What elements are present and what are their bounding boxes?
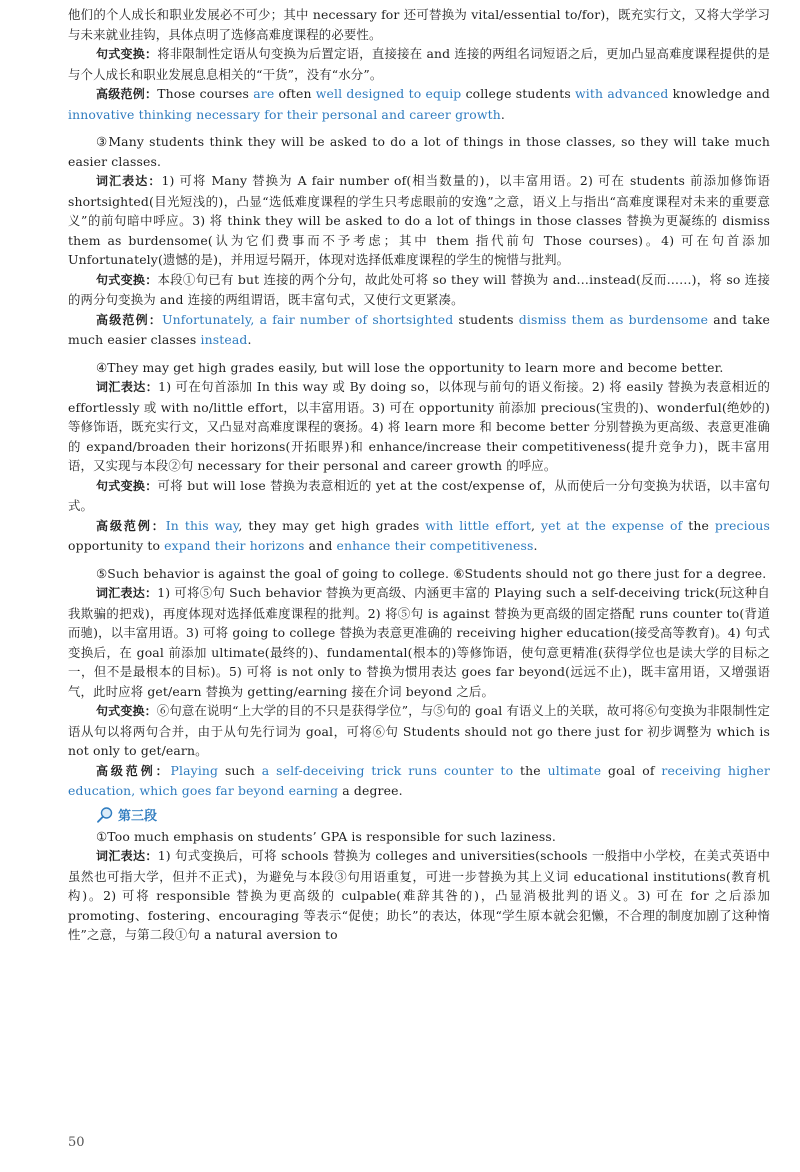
paragraph: 句式变换：本段①句已有 but 连接的两个分句，故此处可将 so they will 替换为 and…instead(反而……)，将 so 连接的两分句变换为 and 连接的两组谓语，既丰富句式，又使行文更紧凑。 <box>68 271 770 307</box>
section-heading <box>96 804 770 826</box>
section-label: 高级范例： <box>96 312 163 327</box>
paragraph: 词汇表达：1) 可将 Many 替换为 A fair number of(相当数量的)，以丰富用语。2) 可在 students 前添加修饰语 shortsighted(目光短浅的)，凸显“选低难度课程的学生只考虑眼前的安逸”之意，语义上与指出“高难度课程对未来的重要意义”的前句暗中呼应。3) 将 think they will be asked to do a lot of things in those classes 替换为更凝练的 dismiss them as burdensome(认为它们费事而不予考虑；其中 them 指代前句 Those courses)。4) 可在句首添加 Unfortunately(遗憾的是)，并用逗号隔开，体现对选择低难度课程的学生的惋惜与批判。 <box>68 173 770 267</box>
example-paragraph: 高级范例：Those courses are often well designed to equip college students with advanced knowledge and innovative thinking necessary for their personal and career growth. <box>68 86 770 122</box>
original-sentence: ①Too much emphasis on students’ GPA is responsible for such laziness. <box>96 828 556 844</box>
paragraph: 词汇表达：1) 句式变换后，可将 schools 替换为 colleges and universities(schools 一般指中小学校，在美式英语中虽然也可指大学，但并不正式)，为避免与本段③句用语重复，可进一步替换为其上义词 educational institutions(教育机构)。2) 可将 responsible 替换为更高级的 culpable(难辞其咎的)，凸显消极批判的语义。3) 可在 for 之后添加 promoting、fostering、encouraging 等表示“促使；助长”的表达，体现“学生原本就会犯懒，不合理的制度加剧了这种惰性”之意，与第二段①句 a natural aversion to <box>68 848 770 942</box>
section-label: 高级范例： <box>96 763 171 778</box>
section-label: 词汇表达： <box>96 586 158 600</box>
magnifier-icon <box>96 806 114 824</box>
paragraph: 句式变换：将非限制性定语从句变换为后置定语，直接接在 and 连接的两组名词短语之后，更加凸显高难度课程提供的是与个人成长和职业发展息息相关的“干货”，没有“水分”。 <box>68 46 770 82</box>
section-label: 句式变换： <box>96 478 158 493</box>
original-sentence: ④They may get high grades easily, but will lose the opportunity to learn more and become better. <box>96 359 724 375</box>
paragraph: 句式变换：⑥句意在说明“上大学的目的不只是获得学位”，与⑤句的 goal 有语义上的关联，故可将⑥句变换为非限制性定语从句以将两句合并，由于从句先行词为 goal，可将⑥句 Students should not go there just for 初步调整为 which is not only to get/earn。 <box>68 703 770 758</box>
example-paragraph: 高级范例：In this way, they may get high grades with little effort, yet at the expense of the precious opportunity to expand their horizons and enhance their competitiveness. <box>68 517 770 553</box>
section-label: 句式变换： <box>96 272 158 287</box>
original-sentence: ③Many students think they will be asked to do a lot of things in those classes, so they will take much easier classes. <box>68 134 770 169</box>
paragraph: 句式变换：可将 but will lose 替换为表意相近的 yet at the cost/expense of，从而使后一分句变换为状语，以丰富句式。 <box>68 477 770 513</box>
section-label: 词汇表达： <box>96 849 158 863</box>
section-label: 词汇表达： <box>96 174 162 188</box>
paragraph: 他们的个人成长和职业发展必不可少；其中 necessary for 还可替换为 vital/essential to/for)，既充实行文，又将大学学习与未来就业挂钩，具体点明了选修高难度课程的必要性。 <box>68 7 770 42</box>
paragraph: 词汇表达：1) 可将⑤句 Such behavior 替换为更高级、内涵更丰富的 Playing such a self-deceiving trick(玩这种自我欺骗的把戏)，再度体现对选择低难度课程的批判。2) 将⑤句 is against 替换为更高级的固定搭配 runs counter to(背道而驰)，以丰富用语。3) 可将 going to college 替换为表意更准确的 receiving higher education(接受高等教育)。4) 句式变换后，在 goal 前添加 ultimate(最终的)、fundamental(根本的)等修饰语，使句意更精准(获得学位也是读大学的目标之一，但不是最根本的目标)。5) 可将 is not only to 替换为惯用表达 goes far beyond(远远不止)，既丰富用语，又增强语气，此时应将 get/earn 替换为 getting/earning 接在介词 beyond 之后。 <box>68 585 770 699</box>
example-paragraph: 高级范例：Unfortunately, a fair number of shortsighted students dismiss them as burdensome and take much easier classes instead. <box>68 311 771 347</box>
section-label: 词汇表达： <box>96 380 159 394</box>
section-title: 第三段 <box>118 809 158 824</box>
section-label: 高级范例： <box>96 518 166 533</box>
section-label: 句式变换： <box>96 47 158 61</box>
section-label: 句式变换： <box>96 704 157 718</box>
paragraph: 词汇表达：1) 可在句首添加 In this way 或 By doing so，以体现与前句的语义衔接。2) 将 easily 替换为表意相近的 effortlessly 或 with no/little effort，以丰富用语。3) 可在 opportunity 前添加 precious(宝贵的)、wonderful(绝妙的)等修饰语，既充实行文，又凸显对高难度课程的褒扬。4) 将 learn more 和 become better 分别替换为更高级、表意更准确的 expand/broaden their horizons(开拓眼界)和 enhance/increase their competitiveness(提升竞争力)，既丰富用语，又实现与本段②句 necessary for their personal and career growth 的呼应。 <box>68 379 770 473</box>
page-number: 50 <box>68 1135 85 1150</box>
original-sentence: ⑤Such behavior is against the goal of going to college. ⑥Students should not go there just for a degree. <box>96 565 767 581</box>
section-label: 高级范例： <box>96 87 158 101</box>
example-paragraph: 高级范例：Playing such a self-deceiving trick runs counter to the ultimate goal of receiving higher education, which goes far beyond earning a degree. <box>68 762 770 798</box>
